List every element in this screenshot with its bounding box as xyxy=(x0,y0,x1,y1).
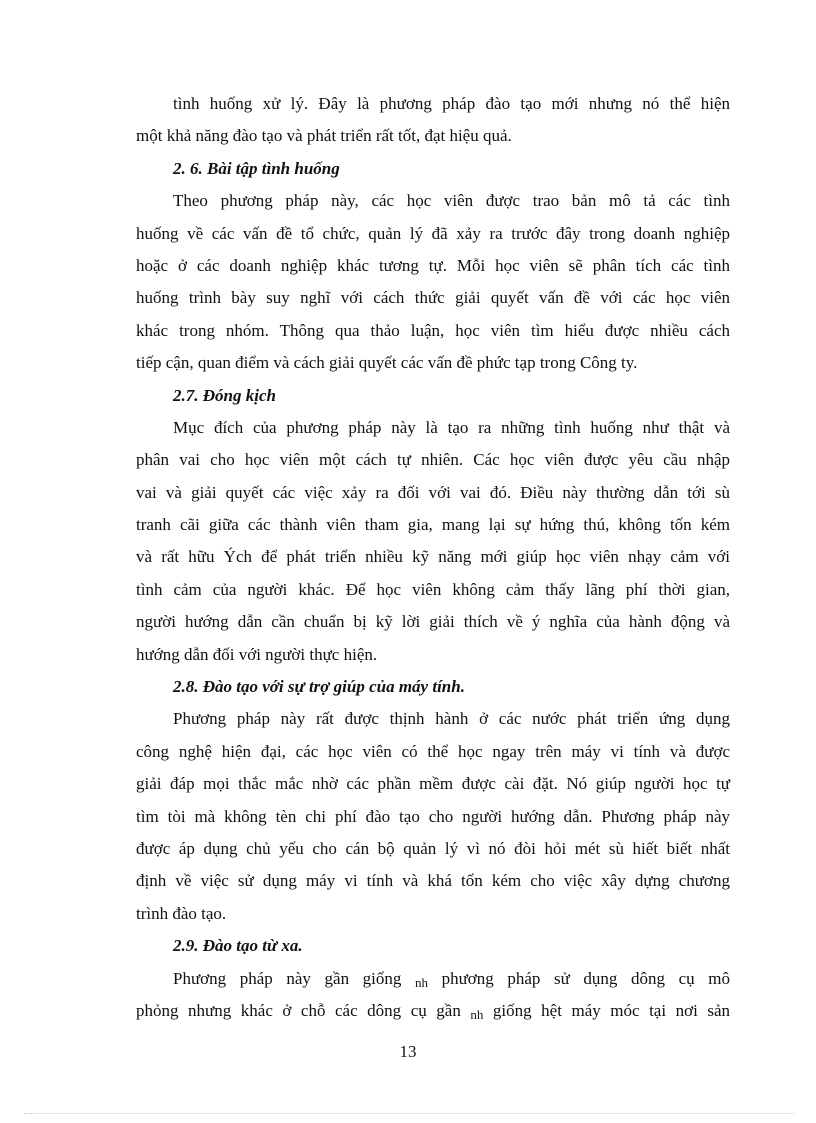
text-line: Theo phương pháp này, các học viên được trao bản mô tả các tình xyxy=(173,191,730,211)
text-fragment: nh xyxy=(414,974,428,990)
text-line: hoặc ở các doanh nghiệp khác tương tự. Mỗi học viên sẽ phân tích các tình xyxy=(136,255,730,275)
text-line: trình đào tạo. xyxy=(136,903,227,923)
text-fragment: phỏng nhưng khác ở chỗ các dông cụ gần xyxy=(136,1000,461,1020)
text-line: hướng dẫn đối với người thực hiện. xyxy=(136,644,378,664)
text-line: huống trình bày suy nghĩ với cách thức giải quyết vấn đề với các học viên xyxy=(136,288,730,308)
text-line: Phương pháp này rất được thịnh hành ở các nước phát triển ứng dụng xyxy=(173,709,730,729)
document-body xyxy=(136,88,730,1027)
text-line: giải đáp mọi thắc mắc nhờ các phần mềm được cài đặt. Nó giúp người học tự xyxy=(136,774,730,794)
section-heading: 2.9. Đào tạo từ xa. xyxy=(173,936,303,956)
text-line: vai và giải quyết các việc xảy ra đối với vai đó. Điều này thường dẫn tới sù xyxy=(136,482,730,502)
text-fragment: nh xyxy=(470,1006,484,1022)
section-heading: 2.8. Đào tạo với sự trợ giúp của máy tính. xyxy=(173,677,465,697)
text-line: được áp dụng chủ yếu cho cán bộ quản lý vì nó đòi hỏi mét sù hiết biết nhất xyxy=(136,838,730,858)
text-fragment: phương pháp sử dụng dông cụ mô xyxy=(441,968,730,988)
text-line: tìm tòi mà không tèn chi phí đào tạo cho người hướng dẫn. Phương pháp này xyxy=(136,806,730,826)
text-line: khác trong nhóm. Thông qua thảo luận, học viên tìm hiểu được nhiều cách xyxy=(136,320,730,340)
text-line: Mục đích của phương pháp này là tạo ra những tình huống như thật và xyxy=(173,417,730,437)
page-bottom-divider xyxy=(24,1113,794,1114)
text-line xyxy=(136,963,730,995)
text-fragment: Phương pháp này gần giống xyxy=(173,968,402,988)
text-line: định về việc sử dụng máy vi tính và khá tốn kém cho việc xây dựng chương xyxy=(136,871,730,891)
text-line: tranh cãi giữa các thành viên tham gia, mang lại sự hứng thú, không tốn kém xyxy=(136,515,730,535)
text-line: tình huống xử lý. Đây là phương pháp đào tạo mới nhưng nó thể hiện xyxy=(173,94,730,113)
text-line: tình cảm của người khác. Để học viên không cảm thấy lãng phí thời gian, xyxy=(136,579,730,599)
section-heading: 2. 6. Bài tập tình huống xyxy=(173,158,340,178)
text-line: người hướng dẫn cần chuẩn bị kỹ lời giải thích về ý nghĩa của hành động và xyxy=(136,612,730,632)
text-line: huống về các vấn đề tổ chức, quản lý đã xảy ra trước đây trong doanh nghiệp xyxy=(136,223,730,243)
page-number: 13 xyxy=(399,1042,417,1061)
text-line: công nghệ hiện đại, các học viên có thể học ngay trên máy vi tính và được xyxy=(136,741,730,761)
text-line: và rất hữu Ých để phát triển nhiều kỹ năng mới giúp học viên nhạy cảm với xyxy=(136,547,730,567)
text-fragment: giống hệt máy móc tại nơi sản xyxy=(492,1000,731,1020)
section-heading: 2.7. Đóng kịch xyxy=(173,385,276,405)
text-line xyxy=(136,995,730,1027)
text-line: một khả năng đào tạo và phát triển rất tốt, đạt hiệu quả. xyxy=(136,126,512,146)
text-line: phân vai cho học viên một cách tự nhiên. Các học viên được yêu cầu nhập xyxy=(136,450,730,470)
text-line: tiếp cận, quan điểm và cách giải quyết các vấn đề phức tạp trong Công ty. xyxy=(136,353,638,373)
